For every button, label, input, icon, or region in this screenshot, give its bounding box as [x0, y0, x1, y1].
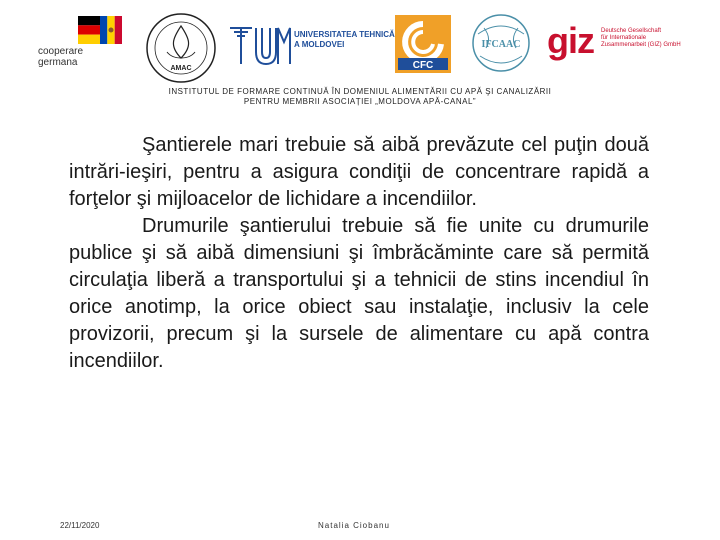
ifcaac-emblem-icon: [472, 12, 530, 74]
cooperare-line2: germana: [38, 57, 78, 68]
utm-text: [294, 30, 395, 50]
cfc-emblem-icon: [394, 14, 452, 74]
cfc-label: CFC: [412, 60, 434, 71]
cooperare-text: [38, 46, 83, 68]
giz-line2: für Internationale: [601, 35, 647, 41]
footer-author: Natalia Ciobanu: [318, 521, 390, 530]
cooperare-germana-logo: [38, 16, 122, 78]
utm-logo: [228, 22, 395, 70]
amac-seal-icon: [145, 12, 217, 84]
amac-seal-logo: [145, 12, 217, 84]
giz-logo: [547, 20, 687, 64]
body-paragraph-2: Drumurile şantierului trebuie să fie unite cu drumurile publice şi să aibă dimensiuni şi îmbrăcăminte care să permită circulaţia liberă a transportului şi a tehnicii de stins incendiul în orice anotimp, la orice obiect sau instalaţie, inclusiv la cele provizorii, precum şi la sursele de alimentare cu apă contra incendiilor.: [69, 215, 649, 372]
footer-date: 22/11/2020: [60, 521, 100, 530]
giz-line3: Zusammenarbeit (GIZ) GmbH: [601, 42, 681, 48]
utm-emblem-icon: [228, 22, 292, 70]
amac-label: AMAC: [170, 65, 192, 72]
slide-body: [69, 132, 649, 375]
germany-flag-icon: [78, 16, 100, 44]
utm-line1: UNIVERSITATEA TEHNICĂ: [294, 30, 395, 39]
body-paragraph-1: Şantierele mari trebuie să aibă prevăzute cel puţin două intrări-ieşiri, pentru a asigura condiţii de concentrare rapidă a forţelor şi mijloacelor de lichidare a incendiilor.: [69, 134, 649, 210]
cooperare-line1: cooperare: [38, 46, 84, 57]
ifcaac-logo: [472, 12, 530, 74]
moldova-flag-icon: [100, 16, 122, 44]
institute-line1: INSTITUTUL DE FORMARE CONTINUĂ ÎN DOMENIUL ALIMENTĂRII CU APĂ ŞI CANALIZĂRII: [168, 87, 552, 96]
ifcaac-label: IFCAAC: [481, 39, 521, 50]
logo-bar: [0, 0, 720, 88]
giz-line1: Deutsche Gesellschaft: [601, 28, 662, 34]
institute-title: [120, 87, 600, 107]
giz-wordmark: giz: [547, 20, 594, 61]
institute-line2: PENTRU MEMBRII ASOCIAȚIEI „MOLDOVA APĂ-CANAL”: [243, 97, 477, 106]
cfc-logo: [394, 14, 452, 74]
giz-text: [601, 28, 681, 49]
utm-line2: A MOLDOVEI: [294, 40, 345, 49]
